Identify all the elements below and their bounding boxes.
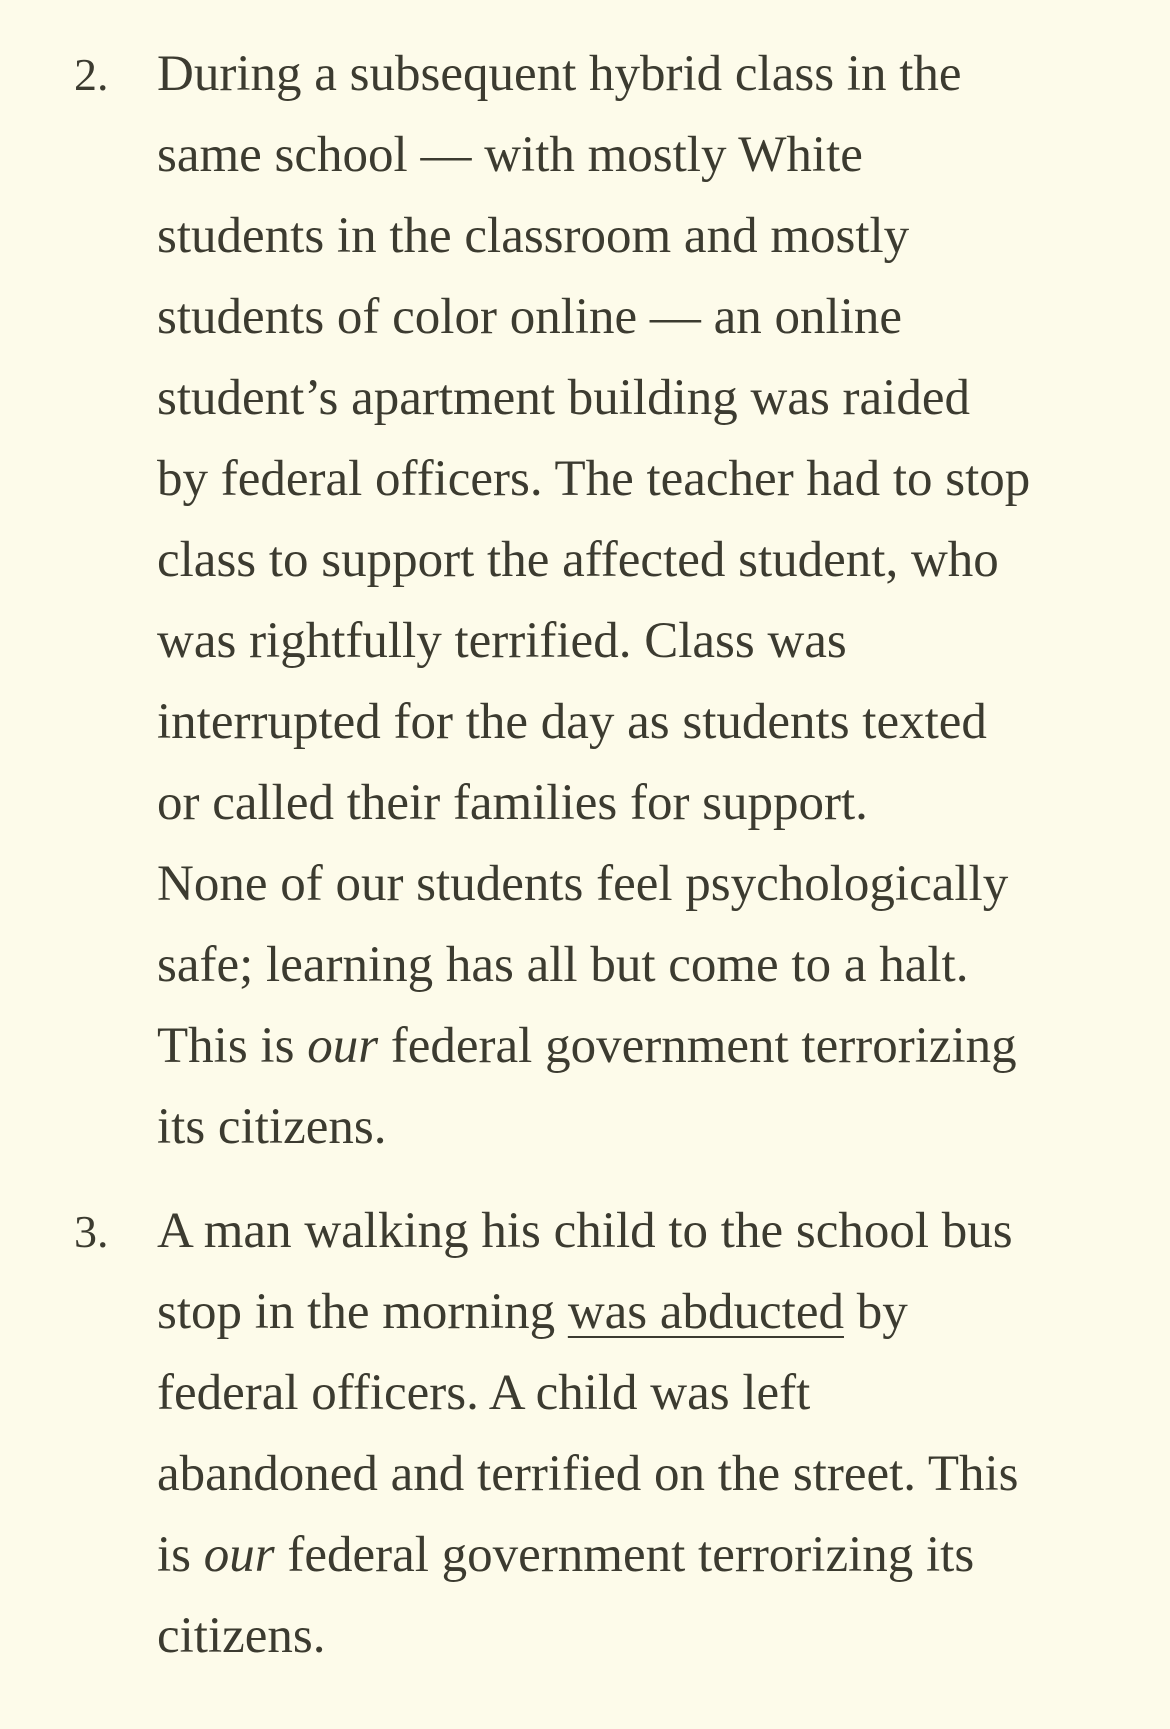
closing-text: federal government terrorizing its xyxy=(274,1527,975,1583)
abducted-link[interactable]: was abducted xyxy=(567,1284,844,1340)
paragraph-line: student’s apartment building was raided xyxy=(157,370,970,426)
paragraph-line: federal officers. A child was left xyxy=(157,1365,811,1421)
list-item xyxy=(0,34,1170,1168)
paragraph-line: by federal officers. The teacher had to stop xyxy=(157,451,1031,507)
paragraph-line: abandoned and terrified on the street. This xyxy=(157,1446,1019,1502)
emphasis-our: our xyxy=(307,1018,379,1074)
paragraph-text: by xyxy=(843,1284,908,1340)
paragraph-text: stop in the morning xyxy=(157,1284,568,1340)
paragraph-line: its citizens. xyxy=(157,1099,387,1155)
paragraph-line: None of our students feel psychologically xyxy=(157,856,1009,912)
paragraph-line: was rightfully terrified. Class was xyxy=(157,613,847,669)
paragraph-line: class to support the affected student, who xyxy=(157,532,999,588)
paragraph-line: or called their families for support. xyxy=(157,775,868,831)
list-item xyxy=(0,1191,1170,1677)
paragraph-line: students in the classroom and mostly xyxy=(157,208,910,264)
paragraph-line: A man walking his child to the school bus xyxy=(157,1203,1013,1259)
paragraph-line: citizens. xyxy=(157,1608,326,1664)
closing-statement-line xyxy=(157,1006,1170,1087)
paragraph-line: same school — with mostly White xyxy=(157,127,863,183)
closing-statement-line xyxy=(157,1515,1170,1596)
paragraph-line: interrupted for the day as students texted xyxy=(157,694,987,750)
paragraph-line: students of color online — an online xyxy=(157,289,903,345)
paragraph-line: During a subsequent hybrid class in the xyxy=(157,46,962,102)
emphasis-our: our xyxy=(203,1527,275,1583)
closing-text: This is xyxy=(157,1018,308,1074)
list-number: 2. xyxy=(74,49,109,100)
list-number: 3. xyxy=(74,1206,109,1257)
closing-text: is xyxy=(157,1527,204,1583)
closing-text: federal government terrorizing xyxy=(378,1018,1017,1074)
paragraph-line xyxy=(157,1272,1170,1353)
paragraph-line: safe; learning has all but come to a halt. xyxy=(157,937,969,993)
